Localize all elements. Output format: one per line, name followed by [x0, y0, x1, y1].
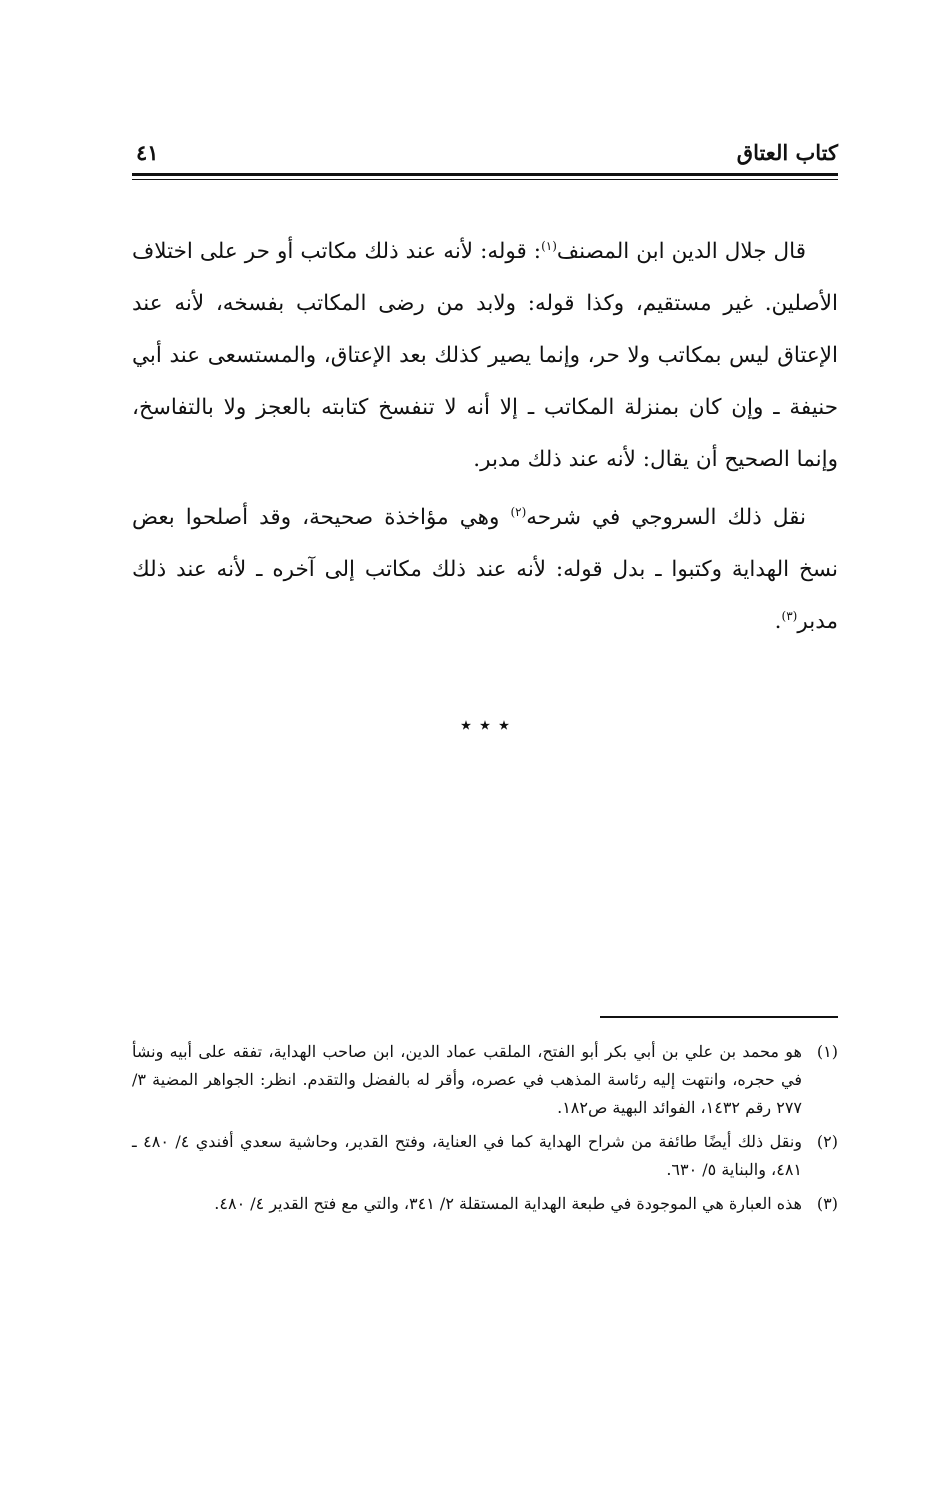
- book-title: كتاب العتاق: [736, 140, 838, 165]
- paragraph-2-start: نقل ذلك السروجي في شرحه: [526, 505, 806, 530]
- footnote-ref-2[interactable]: (٢): [510, 504, 527, 519]
- footnote-text: هو محمد بن علي بن أبي بكر أبو الفتح، الملقب عماد الدين، ابن صاحب الهداية، تفقه على أبيه ونشأ في حجره، وانتهت إليه رئاسة المذهب في عصره، وأقر له بالفضل والتقدم. انظر: الجواهر المضية ٣/ ٢٧٧ رقم ١٤٣٢، الفوائد البهية ص١٨٢.: [132, 1042, 802, 1117]
- footnote-ref-1[interactable]: (١): [541, 238, 557, 253]
- footnote-2: [132, 1128, 838, 1184]
- paragraph-2-middle: وهي مؤاخذة صحيحة، وقد أصلحوا بعض نسخ الهداية وكتبوا ـ بدل قوله: لأنه عند ذلك مكاتب إلى آخره ـ لأنه عند ذلك مدبر: [132, 505, 838, 634]
- main-text: [132, 226, 838, 654]
- page-number: ٤١: [136, 140, 159, 165]
- header-rule-thin: [132, 179, 838, 180]
- paragraph-2: [132, 492, 838, 648]
- footnote-text: هذه العبارة هي الموجودة في طبعة الهداية المستقلة ٢/ ٣٤١، والتي مع فتح القدير ٤/ ٤٨٠.: [214, 1194, 802, 1213]
- footnotes: [132, 1038, 838, 1224]
- footnote-number: (١): [816, 1042, 838, 1061]
- paragraph-1: [132, 226, 838, 486]
- running-header: [132, 138, 838, 174]
- footnote-text: ونقل ذلك أيضًا طائفة من شراح الهداية كما في العناية، وفتح القدير، وحاشية سعدي أفندي ٤/ ٤٨٠ ـ ٤٨١، والبناية ٥/ ٦٣٠.: [132, 1132, 802, 1179]
- paragraph-1-start: قال جلال الدين ابن المصنف: [556, 239, 806, 264]
- footnote-3: [132, 1190, 838, 1218]
- footnote-rule: [600, 1016, 838, 1018]
- section-separator-stars: ٭ ٭ ٭: [460, 713, 510, 738]
- footnote-1: [132, 1038, 838, 1122]
- footnote-number: (٣): [816, 1194, 838, 1213]
- paragraph-2-end: .: [774, 609, 782, 634]
- header-rule-thick: [132, 173, 838, 176]
- footnote-number: (٢): [816, 1132, 838, 1151]
- paragraph-1-rest: : قوله: لأنه عند ذلك مكاتب أو حر على اختلاف الأصلين. غير مستقيم، وكذا قوله: ولابد من رضى المكاتب بفسخه، لأنه عند الإعتاق ليس بمكاتب ولا حر، وإنما يصير كذلك بعد الإعتاق، والمستسعى عند أبي حنيفة ـ وإن كان بمنزلة المكاتب ـ إلا أنه لا تنفسخ كتابته بالعجز ولا بالتفاسخ، وإنما الصحيح أن يقال: لأنه عند ذلك مدبر.: [132, 239, 838, 472]
- footnote-ref-3[interactable]: (٣): [781, 608, 798, 623]
- page: [132, 138, 838, 1368]
